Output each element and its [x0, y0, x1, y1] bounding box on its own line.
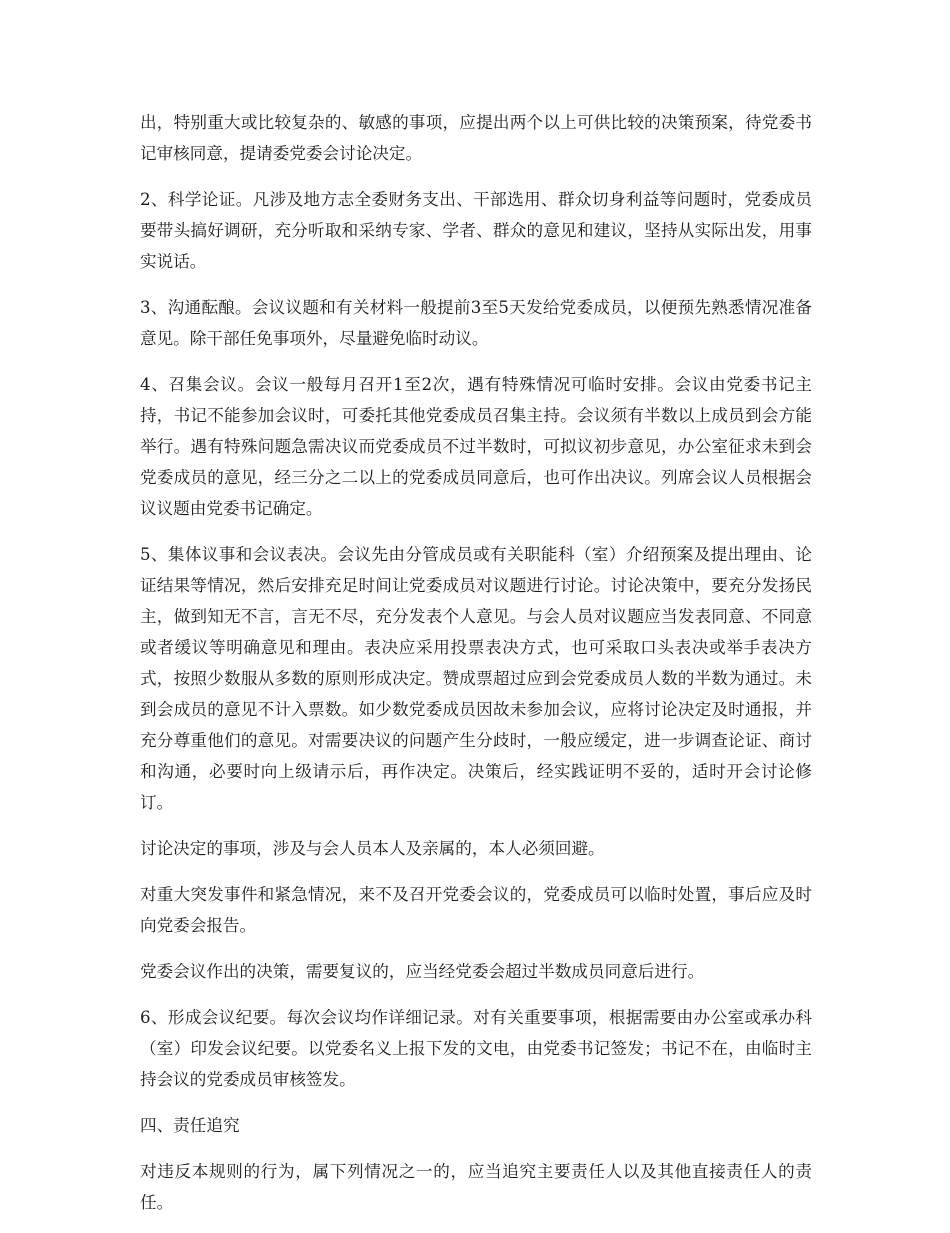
- paragraph-decision-proposal-continued: 出，特别重大或比较复杂的、敏感的事项，应提出两个以上可供比较的决策预案，待党委书记审核同意，提请委党委会讨论决定。: [140, 113, 812, 163]
- paragraph-communication: 3、沟通酝酿。会议议题和有关材料一般提前3至5天发给党委成员，以便预先熟悉情况准备意见。除干部任免事项外，尽量避免临时动议。: [140, 298, 812, 348]
- paragraph-accountability-intro: 对违反本规则的行为，属下列情况之一的，应当追究主要责任人以及其他直接责任人的责任。: [140, 1162, 812, 1212]
- paragraph-reconsideration: 党委会议作出的决策，需要复议的，应当经党委会超过半数成员同意后进行。: [140, 962, 705, 981]
- paragraph-emergency: 对重大突发事件和紧急情况，来不及召开党委会议的，党委成员可以临时处置，事后应及时向党委会报告。: [140, 885, 812, 935]
- paragraph-scientific-argument: 2、科学论证。凡涉及地方志全委财务支出、干部选用、群众切身利益等问题时，党委成员要带头搞好调研，充分听取和采纳专家、学者、群众的意见和建议，坚持从实际出发，用事实说话。: [140, 190, 812, 271]
- paragraph-recusal: 讨论决定的事项，涉及与会人员本人及亲属的，本人必须回避。: [140, 839, 605, 858]
- paragraph-collective-voting: 5、集体议事和会议表决。会议先由分管成员或有关职能科（室）介绍预案及提出理由、论证结果等情况，然后安排充足时间让党委成员对议题进行讨论。讨论决策中，要充分发扬民主，做到知无不言，言无不尽，充分发表个人意见。与会人员对议题应当发表同意、不同意或者缓议等明确意见和理由。表决应采用投票表决方式，也可采取口头表决或举手表决方式，按照少数服从多数的原则形成决定。赞成票超过应到会党委成员人数的半数为通过。未到会成员的意见不计入票数。如少数党委成员因故未参加会议，应将讨论决定及时通报，并充分尊重他们的意见。对需要决议的问题产生分歧时，一般应缓定，进一步调查论证、商讨和沟通，必要时向上级请示后，再作决定。决策后，经实践证明不妥的，适时开会讨论修订。: [140, 545, 812, 812]
- paragraph-convene-meeting: 4、召集会议。会议一般每月召开1至2次，遇有特殊情况可临时安排。会议由党委书记主持，书记不能参加会议时，可委托其他党委成员召集主持。会议须有半数以上成员到会方能举行。遇有特殊问题急需决议而党委成员不过半数时，可拟议初步意见，办公室征求未到会党委成员的意见，经三分之二以上的党委成员同意后，也可作出决议。列席会议人员根据会议议题由党委书记确定。: [140, 375, 812, 518]
- section-heading-accountability: 四、责任追究: [140, 1116, 240, 1135]
- paragraph-meeting-minutes: 6、形成会议纪要。每次会议均作详细记录。对有关重要事项，根据需要由办公室或承办科（室）印发会议纪要。以党委名义上报下发的文电，由党委书记签发；书记不在，由临时主持会议的党委成员审核签发。: [140, 1008, 812, 1089]
- document-page: [140, 107, 812, 1233]
